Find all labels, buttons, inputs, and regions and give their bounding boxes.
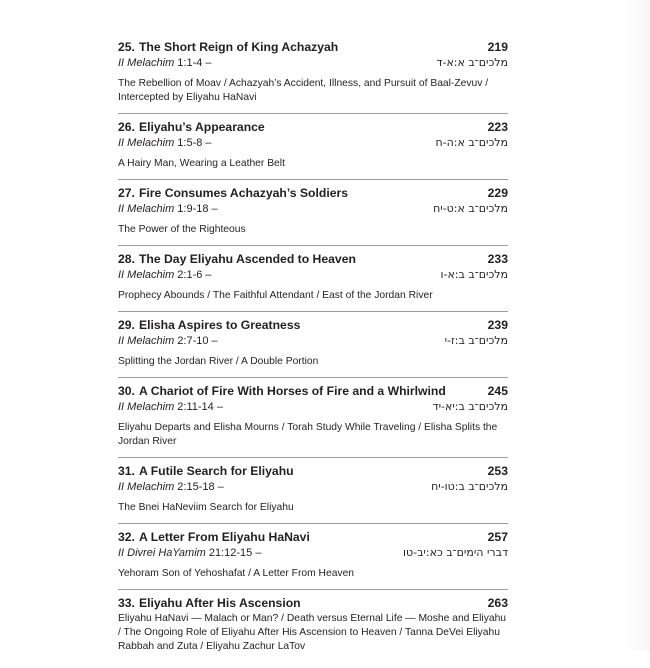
entry-heading bbox=[118, 252, 508, 267]
entry-topics: The Power of the Righteous bbox=[118, 224, 246, 235]
entry-heading bbox=[118, 40, 508, 55]
entry-reference bbox=[118, 400, 508, 414]
entry-reference bbox=[118, 334, 508, 348]
entry-topics: Eliyahu HaNavi — Malach or Man? / Death versus Eternal Life — Moshe and Eliyahu / The Ongoing Role of Eliyahu After His Ascension to Heaven / Tanna DeVei Eliyahu Rabbah and Zuta / Eliyahu Zachur LaTov bbox=[118, 613, 507, 652]
toc-entry bbox=[118, 596, 508, 662]
reference-verses: 1:5-8 – bbox=[174, 137, 212, 149]
entry-page-number: 245 bbox=[487, 384, 508, 398]
entry-topics: A Hairy Man, Wearing a Leather Belt bbox=[118, 158, 285, 169]
entry-page-number: 229 bbox=[487, 186, 508, 200]
reference-hebrew: מלכים־ב ב:טו-יח bbox=[431, 480, 508, 493]
toc-entry bbox=[118, 40, 508, 114]
entry-topics: Eliyahu Departs and Elisha Mourns / Torah Study While Traveling / Elisha Splits the Jordan River bbox=[118, 422, 498, 447]
entry-heading bbox=[118, 384, 508, 399]
reference-book: II Melachim bbox=[118, 269, 175, 281]
toc-entry bbox=[118, 120, 508, 180]
entry-title: The Day Eliyahu Ascended to Heaven bbox=[138, 252, 356, 266]
entry-page-number: 233 bbox=[487, 252, 508, 266]
toc-entry bbox=[118, 530, 508, 590]
entry-topics: Splitting the Jordan River / A Double Portion bbox=[118, 356, 319, 367]
entry-heading bbox=[118, 530, 508, 545]
reference-book: II Melachim bbox=[118, 137, 175, 149]
entry-reference bbox=[118, 136, 508, 150]
entry-page-number: 223 bbox=[487, 120, 508, 134]
entry-heading bbox=[118, 318, 508, 333]
entry-topics: Prophecy Abounds / The Faithful Attendant / East of the Jordan River bbox=[118, 290, 433, 301]
entry-number: 31. bbox=[118, 464, 135, 478]
reference-hebrew: דברי הימים־ב כא:יב-טו bbox=[402, 546, 508, 559]
toc-entry bbox=[118, 464, 508, 524]
reference-book: II Melachim bbox=[118, 57, 175, 69]
reference-hebrew: מלכים־ב א:ה-ח bbox=[435, 136, 508, 149]
reference-book: II Melachim bbox=[118, 335, 175, 347]
entry-heading bbox=[118, 596, 508, 611]
entry-heading bbox=[118, 464, 508, 479]
reference-hebrew: מלכים־ב ב:א-ו bbox=[440, 268, 508, 281]
reference-book: II Melachim bbox=[118, 401, 175, 413]
table-of-contents bbox=[118, 40, 508, 668]
entry-page-number: 257 bbox=[487, 530, 508, 544]
entry-number: 30. bbox=[118, 384, 135, 398]
entry-reference bbox=[118, 546, 508, 560]
toc-entry bbox=[118, 252, 508, 312]
reference-book: II Melachim bbox=[118, 203, 175, 215]
reference-verses: 21:12-15 – bbox=[205, 547, 262, 559]
reference-book: II Divrei HaYamim bbox=[118, 547, 206, 559]
entry-number: 28. bbox=[118, 252, 135, 266]
reference-hebrew: מלכים־ב ב:יא-יד bbox=[432, 400, 508, 413]
entry-page-number: 263 bbox=[487, 596, 508, 610]
entry-number: 32. bbox=[118, 530, 135, 544]
entry-topics: The Bnei HaNeviim Search for Eliyahu bbox=[118, 502, 294, 513]
toc-entry bbox=[118, 186, 508, 246]
entry-number: 33. bbox=[118, 596, 135, 610]
reference-verses: 2:15-18 – bbox=[174, 481, 224, 493]
entry-title: Fire Consumes Achazyah’s Soldiers bbox=[138, 186, 349, 200]
reference-verses: 2:11-14 – bbox=[174, 401, 223, 413]
entry-number: 27. bbox=[118, 186, 135, 200]
entry-title: A Letter From Eliyahu HaNavi bbox=[138, 530, 310, 544]
entry-topics: Yehoram Son of Yehoshafat / A Letter From Heaven bbox=[118, 568, 355, 579]
entry-title: The Short Reign of King Achazyah bbox=[138, 40, 339, 54]
entry-page-number: 253 bbox=[487, 464, 508, 478]
reference-verses: 2:1-6 – bbox=[174, 269, 212, 281]
reference-hebrew: מלכים־ב ב:ז-י bbox=[444, 334, 508, 347]
entry-reference bbox=[118, 202, 508, 216]
entry-reference bbox=[118, 480, 508, 494]
entry-topics: The Rebellion of Moav / Achazyah’s Accident, Illness, and Pursuit of Baal-Zevuv / Intercepted by Eliyahu HaNavi bbox=[118, 78, 489, 103]
entry-number: 25. bbox=[118, 40, 135, 54]
reference-verses: 1:1-4 – bbox=[174, 57, 212, 69]
entry-title: A Futile Search for Eliyahu bbox=[138, 464, 294, 478]
entry-number: 29. bbox=[118, 318, 135, 332]
entry-heading bbox=[118, 120, 508, 135]
reference-hebrew: מלכים־ב א:א-ד bbox=[436, 56, 508, 69]
entry-title: Eliyahu’s Appearance bbox=[138, 120, 265, 134]
reference-verses: 2:7-10 – bbox=[174, 335, 218, 347]
entry-number: 26. bbox=[118, 120, 135, 134]
entry-title: Eliyahu After His Ascension bbox=[138, 596, 301, 610]
reference-book: II Melachim bbox=[118, 481, 175, 493]
reference-verses: 1:9-18 – bbox=[174, 203, 218, 215]
entry-reference bbox=[118, 56, 508, 70]
entry-page-number: 239 bbox=[487, 318, 508, 332]
toc-entry bbox=[118, 318, 508, 378]
toc-entry bbox=[118, 384, 508, 458]
entry-reference bbox=[118, 268, 508, 282]
entry-heading bbox=[118, 186, 508, 201]
reference-hebrew: מלכים־ב א:ט-יח bbox=[433, 202, 508, 215]
entry-title: A Chariot of Fire With Horses of Fire and a Whirlwind bbox=[138, 384, 446, 398]
entry-title: Elisha Aspires to Greatness bbox=[138, 318, 301, 332]
entry-page-number: 219 bbox=[487, 40, 508, 54]
